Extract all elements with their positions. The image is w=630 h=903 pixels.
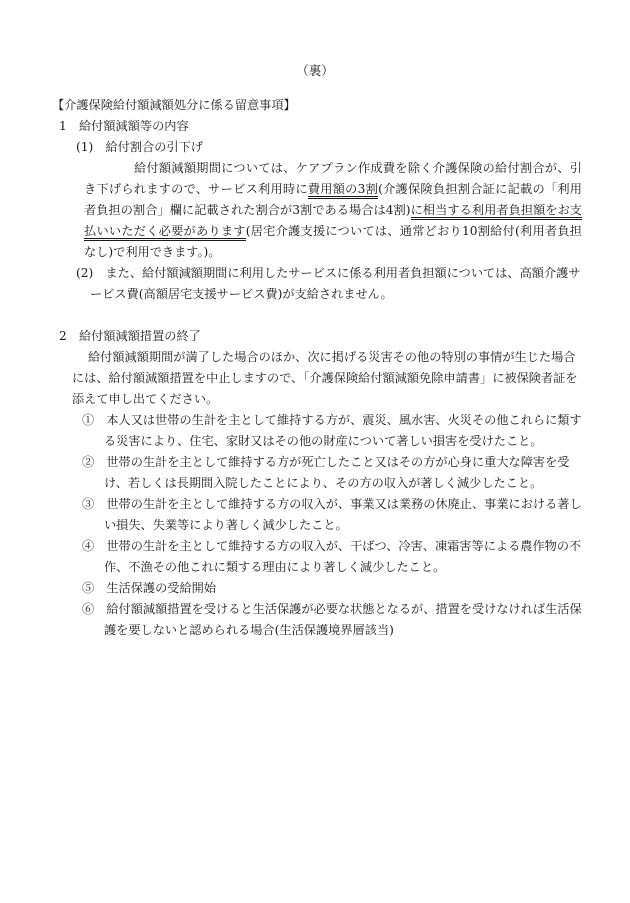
underlined-payment-notice: に相当する利用者負担額をお支払いいただく必要があります bbox=[84, 203, 582, 241]
list-item-2: ② 世帯の生計を主として維持する方が死亡したこと又はその方が心身に重大な障害を受け、若しくは長期間入院したことにより、その方の収入が著しく減少したこと。 bbox=[82, 455, 570, 490]
heading-1-1: (1) 給付割合の引下げ bbox=[76, 140, 203, 154]
paragraph-1-2: (2) また、給付額減額期間に利用したサービスに係る利用者負担額については、高額介護サービス費(高額居宅支援サービス費)が支給されません。 bbox=[76, 266, 581, 301]
paragraph-1-1 bbox=[52, 158, 582, 263]
heading-2: 2 給付額減額措置の終了 bbox=[59, 329, 201, 343]
list-item-3: ③ 世帯の生計を主として維持する方の収入が、事業又は業務の休廃止、事業における著しい損失、失業等により著しく減少したこと。 bbox=[82, 497, 582, 532]
underlined-cost-ratio: 費用額の3割 bbox=[308, 182, 378, 199]
page-side-label: （裏） bbox=[296, 63, 334, 78]
list-item-1: ① 本人又は世帯の生計を主として維持する方が、震災、風水害、火災その他これらに類する災害により、住宅、家財又はその他の財産について著しい損害を受けたこと。 bbox=[82, 413, 582, 448]
list-item-4: ④ 世帯の生計を主として維持する方の収入が、干ばつ、冷害、凍霜害等による農作物の不作、不漁その他これに類する理由により著しく減少したこと。 bbox=[82, 539, 582, 574]
list-item-6: ⑥ 給付額減額措置を受けると生活保護が必要な状態となるが、措置を受けなければ生活保護を要しないと認められる場合(生活保護境界層該当) bbox=[82, 602, 582, 637]
paragraph-1-1-text-c: (居宅介護支援については、通常どおり10割給付(利用者負担なし)で利用できます。)。 bbox=[84, 224, 582, 259]
paragraph-1-1-text-b: (介護保険負担割合証に記載の「利用者負担の割合」欄に記載された割合が3割である場合は4割) bbox=[84, 182, 582, 217]
paragraph-1-1-text-a: 給付額減額期間については、ケアプラン作成費を除く介護保険の給付割合が、引き下げられますので、サービス利用時に bbox=[84, 161, 582, 196]
notes-body bbox=[52, 95, 582, 641]
section-title: 【介護保険給付額減額処分に係る留意事項】 bbox=[52, 98, 296, 112]
heading-1: 1 給付額減額等の内容 bbox=[59, 119, 189, 133]
section-gap bbox=[52, 305, 582, 326]
paragraph-2-intro: 給付額減額期間が満了した場合のほか、次に掲げる災害その他の特別の事情が生じた場合には、給付額減額措置を中止しますので、「介護保険給付額減額免除申請書」に被保険者証を添えて申し出てください。 bbox=[72, 350, 578, 406]
list-item-5: ⑤ 生活保護の受給開始 bbox=[82, 581, 217, 595]
